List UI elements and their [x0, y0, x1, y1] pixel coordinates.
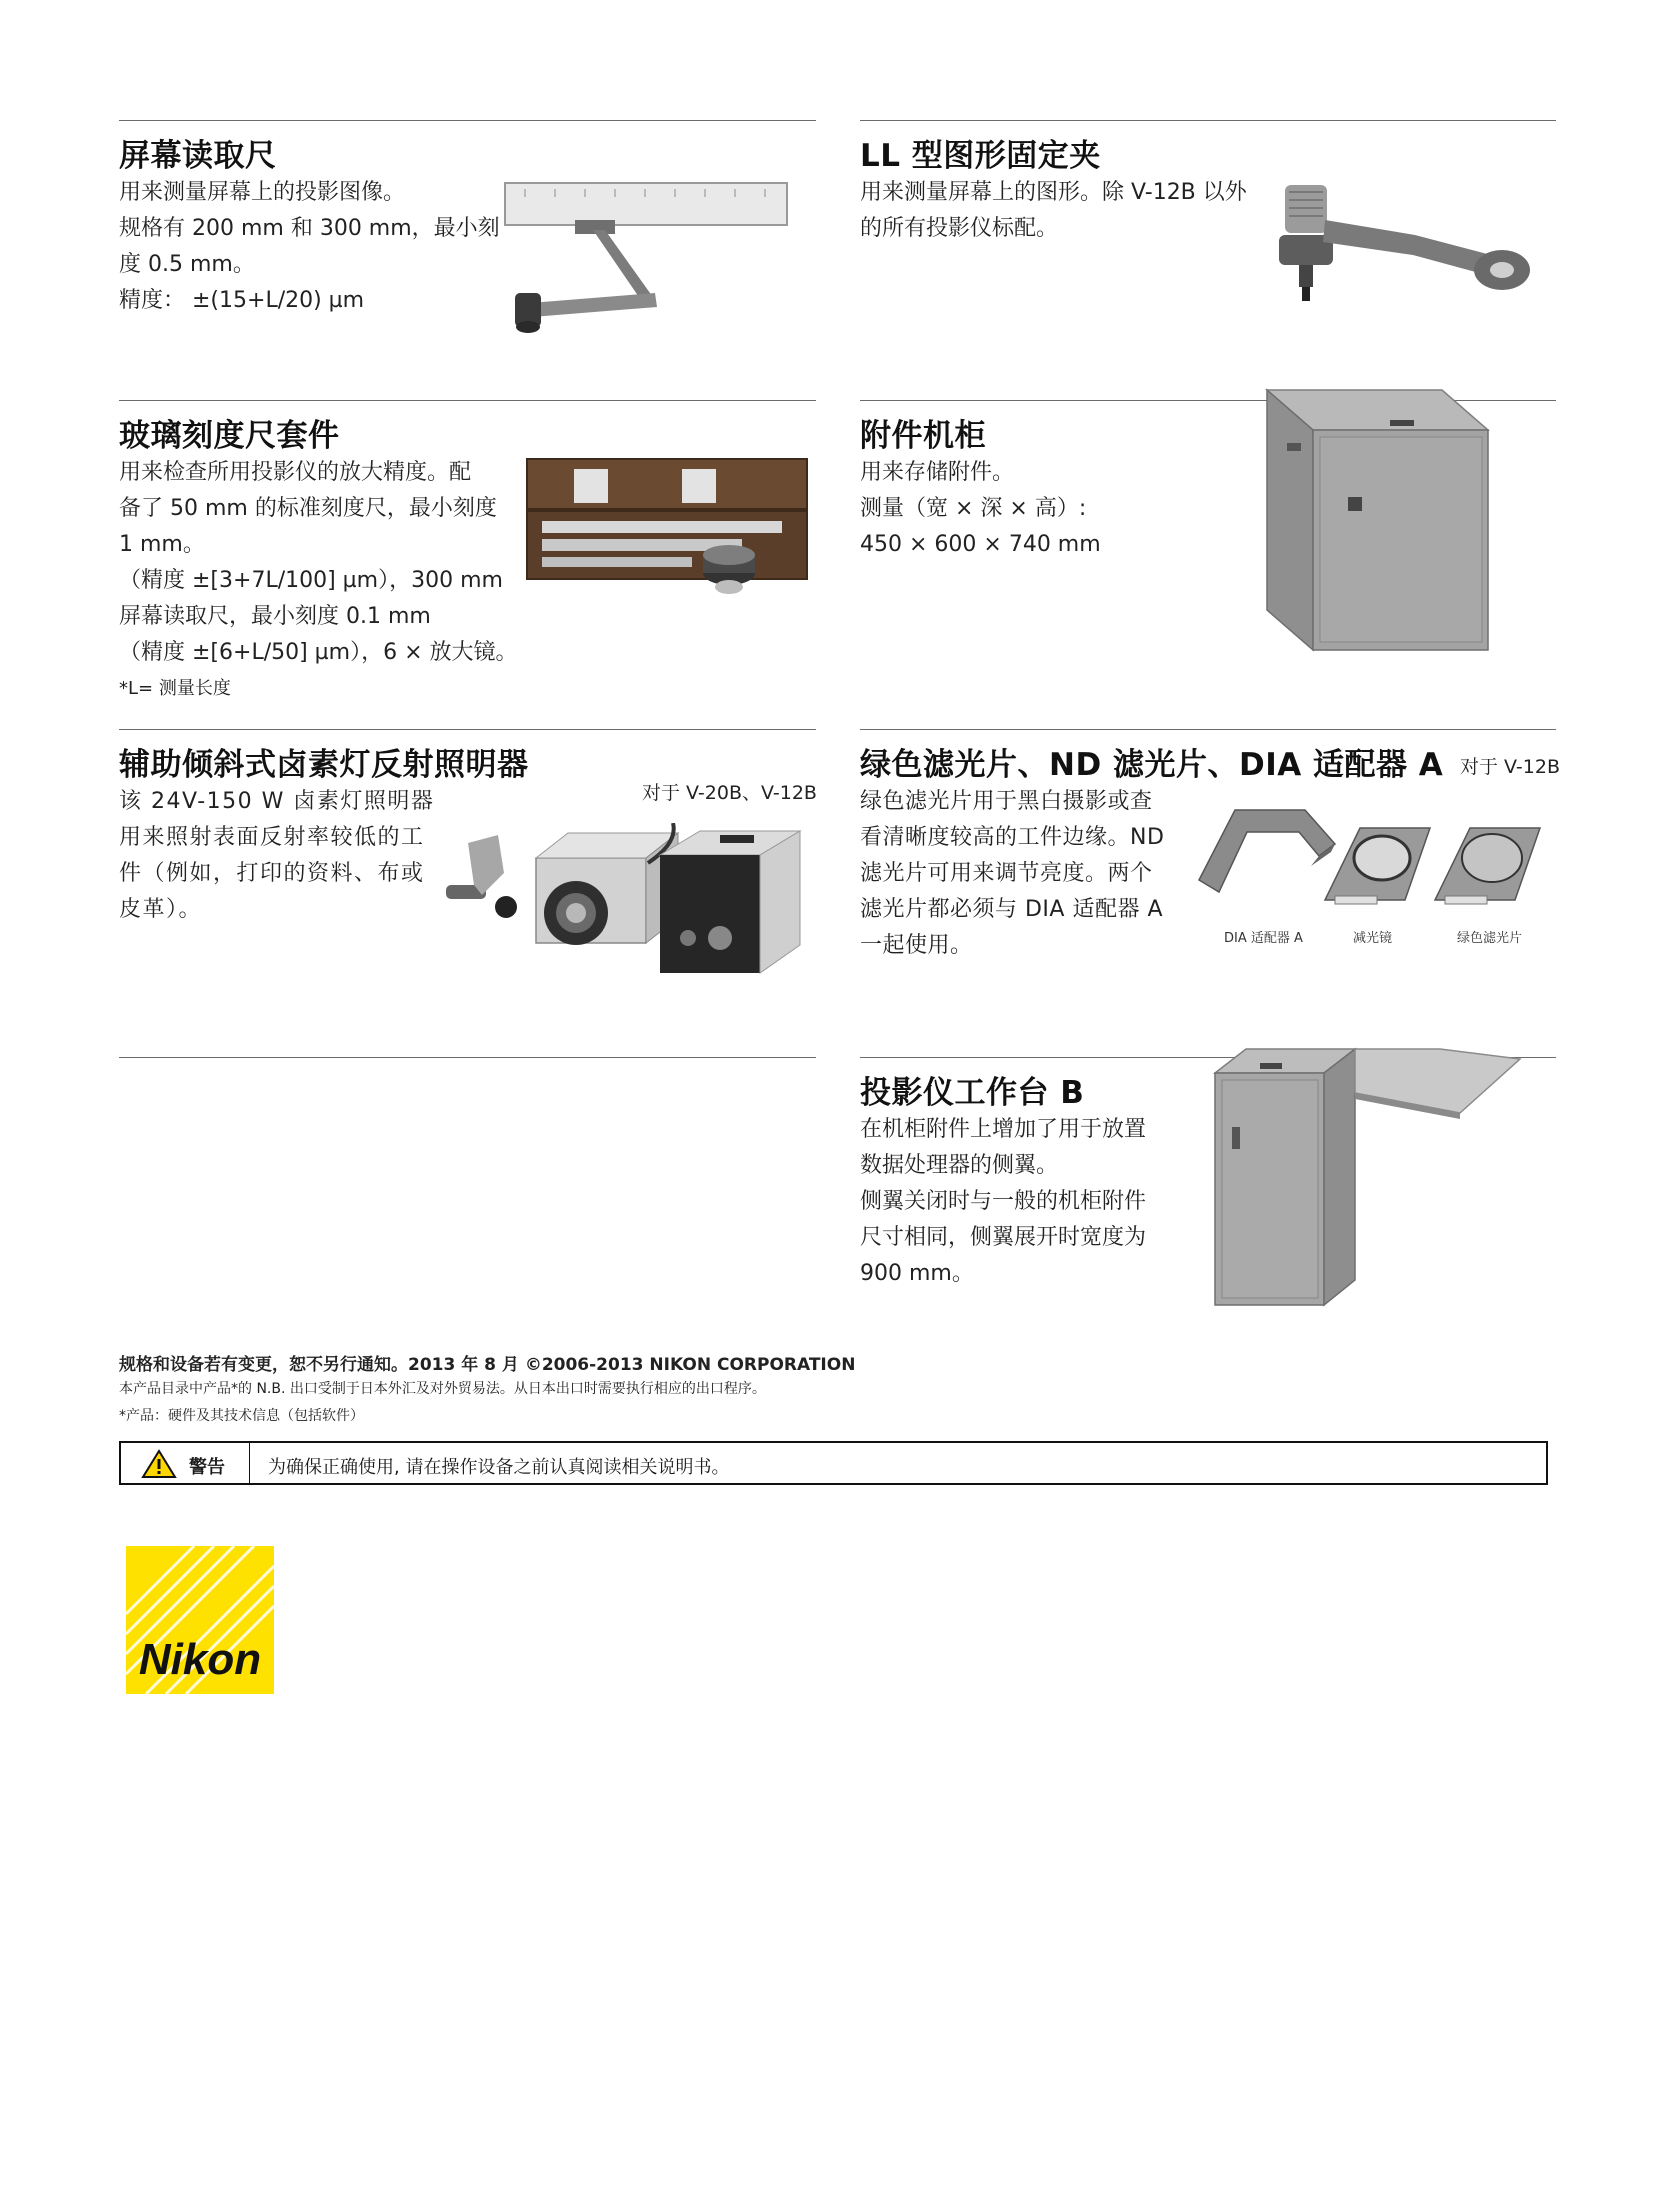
- section-description: 用来测量屏幕上的图形。除 V-12B 以外 的所有投影仪标配。: [860, 180, 1247, 241]
- section-title: 玻璃刻度尺套件: [119, 418, 340, 454]
- warning-label-cell: [121, 1443, 250, 1483]
- nikon-logo: [126, 1546, 274, 1694]
- glass-scale-kit-image: [522, 455, 812, 605]
- divider: [119, 400, 816, 401]
- section-description: 用来存储附件。 测量（宽 × 深 × 高）: 450 × 600 × 740 mm: [860, 460, 1101, 557]
- section-title: 辅助倾斜式卤素灯反射照明器: [119, 747, 529, 783]
- section-description: 该 24V-150 W 卤素灯照明器 用来照射表面反射率较低的工 件（例如，打印的资料、布或 皮革）。: [119, 789, 435, 922]
- accessory-cabinet-image: [1262, 385, 1492, 655]
- warning-box: [119, 1441, 1548, 1485]
- divider: [119, 729, 816, 730]
- section-description: 绿色滤光片用于黑白摄影或查 看清晰度较高的工件边缘。ND 滤光片可用来调节亮度。两个 滤光片都必须与 DIA 适配器 A 一起使用。: [860, 789, 1165, 958]
- footnote: *L= 测量长度: [119, 678, 231, 699]
- section-title: LL 型图形固定夹: [860, 138, 1101, 174]
- disclaimer: 规格和设备若有变更，恕不另行通知。2013 年 8 月 ©2006-2013 NIKON CORPORATION: [119, 1355, 856, 1375]
- divider: [860, 120, 1556, 121]
- section-title: 投影仪工作台 B: [860, 1075, 1085, 1111]
- section-description: 在机柜附件上增加了用于放置 数据处理器的侧翼。 侧翼关闭时与一般的机柜附件 尺寸相同，侧翼展开时宽度为 900 mm。: [860, 1117, 1147, 1286]
- filter-caption: DIA 适配器 A: [1224, 931, 1303, 946]
- warning-label: 警告: [189, 1457, 225, 1478]
- applicable-models: 对于 V-12B: [1460, 756, 1560, 778]
- ll-holder-image: [1265, 180, 1550, 315]
- logo-wordmark: Nikon: [138, 1635, 262, 1684]
- filters-image: [1195, 800, 1550, 925]
- filter-caption: 减光镜: [1353, 931, 1393, 946]
- section-title: 屏幕读取尺: [119, 138, 277, 174]
- divider: [860, 729, 1556, 730]
- divider: [119, 120, 816, 121]
- applicable-models: 对于 V-20B、V-12B: [642, 782, 817, 804]
- filter-caption: 绿色滤光片: [1457, 931, 1523, 946]
- section-title: 附件机柜: [860, 418, 986, 454]
- product-footnote: *产品：硬件及其技术信息（包括软件）: [119, 1408, 364, 1424]
- warning-text: 为确保正确使用, 请在操作设备之前认真阅读相关说明书。: [268, 1457, 730, 1478]
- section-description: 用来测量屏幕上的投影图像。 规格有 200 mm 和 300 mm，最小刻 度 0.5 mm。 精度： ±(15+L/20) µm: [119, 180, 500, 313]
- export-notice: 本产品目录中产品*的 N.B. 出口受制于日本外汇及对外贸易法。从日本出口时需要执行相应的出口程序。: [119, 1381, 766, 1397]
- warning-icon: [141, 1449, 177, 1479]
- projector-stand-image: [1210, 1045, 1526, 1310]
- divider: [119, 1057, 816, 1058]
- screen-reader-image: [485, 175, 795, 340]
- halogen-illuminator-image: [438, 823, 816, 983]
- section-description: 用来检查所用投影仪的放大精度。配 备了 50 mm 的标准刻度尺，最小刻度 1 mm。 （精度 ±[3+7L/100] µm），300 mm 屏幕读取尺，最小刻度 0.1 mm （精度 ±[6+L/50] µm），6 × 放大镜。 *L= 测量长度: [119, 455, 518, 707]
- section-title: 绿色滤光片、ND 滤光片、DIA 适配器 A: [860, 747, 1444, 783]
